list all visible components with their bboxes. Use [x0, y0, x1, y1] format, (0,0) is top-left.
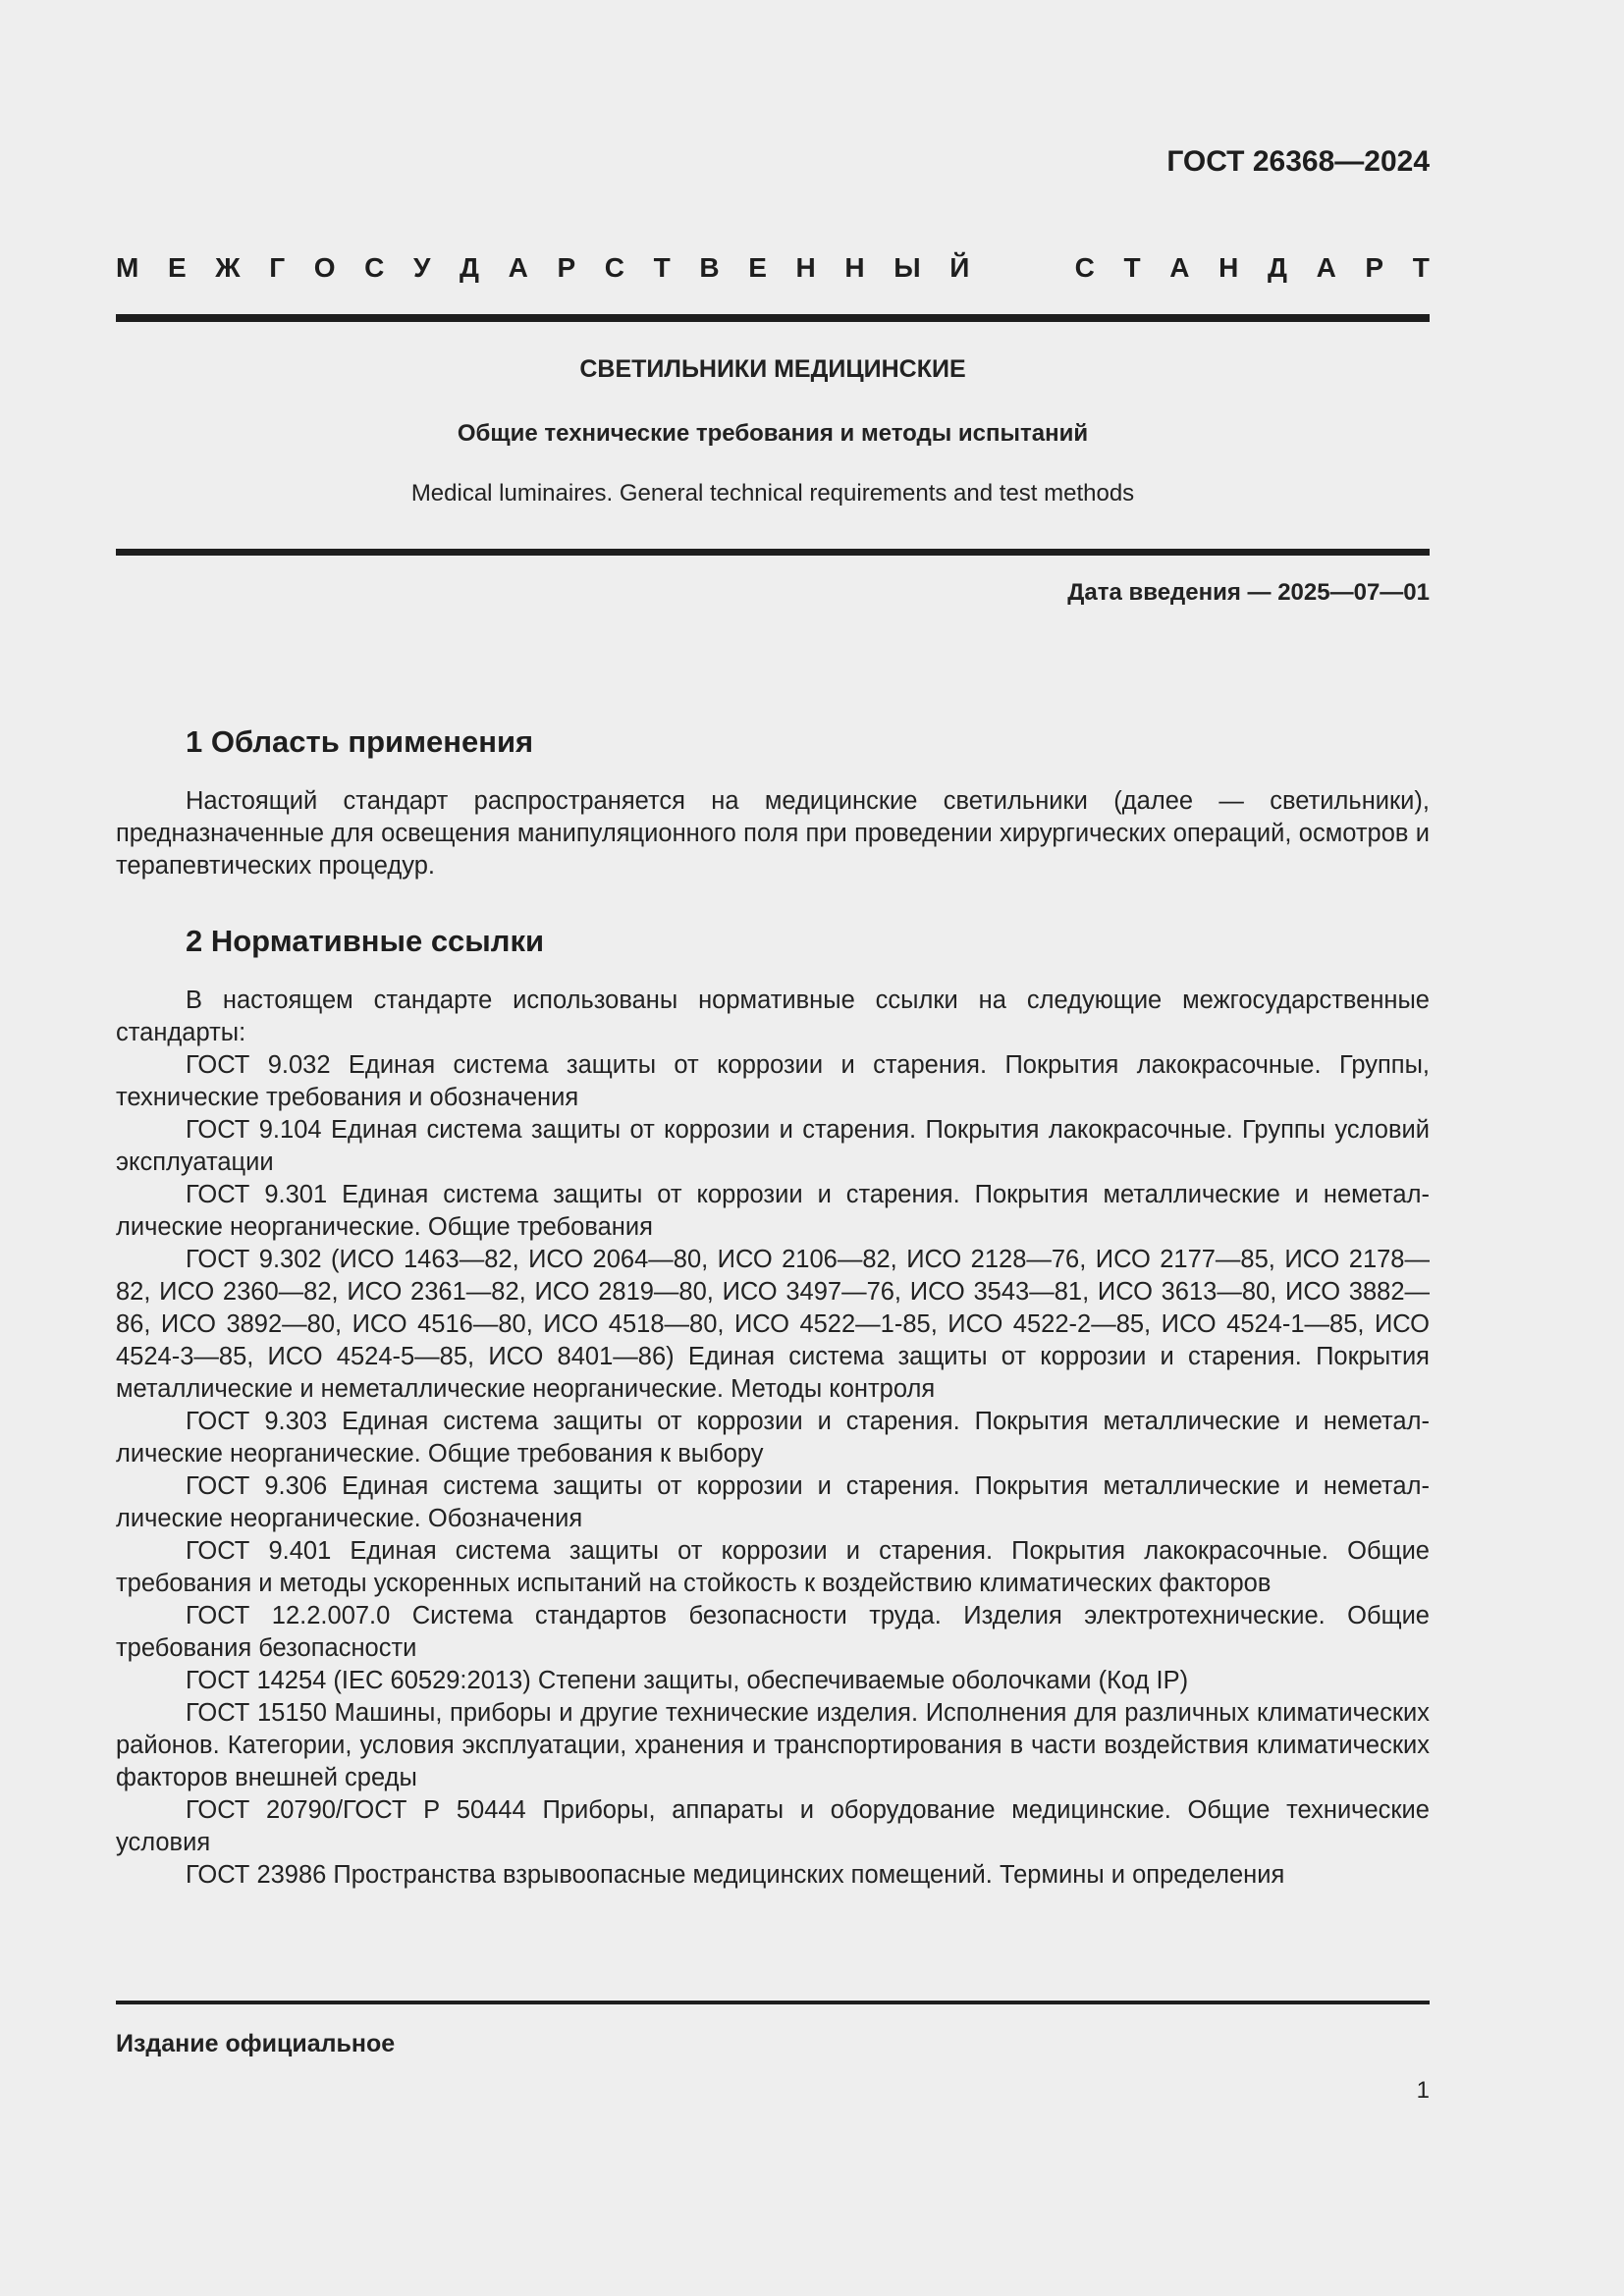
reference-item: ГОСТ 14254 (IEC 60529:2013) Степени защиты, обеспечиваемые оболочками (Код IP): [186, 1667, 1189, 1694]
scope-paragraph: [116, 785, 1430, 882]
heading-letter: А: [508, 252, 528, 283]
heading-letter: Н: [795, 252, 816, 283]
heading-letter: Н: [1218, 252, 1239, 283]
heading-letter: М: [116, 252, 139, 283]
document-title-english: Medical luminaires. General technical requirements and test methods: [410, 480, 1135, 507]
standard-type-heading: [116, 252, 1430, 284]
heading-letter: Ж: [215, 252, 241, 283]
heading-letter: Д: [460, 252, 479, 283]
heading-letter: Е: [748, 252, 767, 283]
section-heading-references: 2 Нормативные ссылки: [186, 924, 545, 958]
reference-item: ГОСТ 15150 Машины, приборы и другие технические изделия. Исполнения для различных климатических районов. Категории, условия эксплуатации, хранения и транспортирования в части воздействия климатических факторов внешней среды: [116, 1699, 1430, 1791]
reference-item: ГОСТ 9.104 Единая система защиты от коррозии и старения. Покрытия лакокрасочные. Группы условий эксплуатации: [116, 1116, 1430, 1176]
reference-item: ГОСТ 9.032 Единая система защиты от коррозии и старения. Покрытия лакокрасочные. Группы, технические требования и обозначения: [116, 1051, 1430, 1111]
heading-letter: Н: [844, 252, 865, 283]
references-block: [116, 985, 1430, 1892]
document-subtitle: Общие технические требования и методы испытаний: [457, 420, 1089, 447]
heading-letter: А: [1169, 252, 1190, 283]
reference-item: ГОСТ 9.306 Единая система защиты от коррозии и старения. Покрытия металлические и неметаллические неорганические. Обозначения: [116, 1472, 1430, 1532]
heading-letter: С: [364, 252, 385, 283]
heading-letter: Р: [557, 252, 576, 283]
letter-gap: [999, 252, 1046, 284]
section-heading-scope: 1 Область применения: [186, 724, 534, 759]
title-divider: [116, 549, 1430, 556]
reference-item: ГОСТ 9.303 Единая система защиты от коррозии и старения. Покрытия металлические и неметаллические неорганические. Общие требования к выбору: [116, 1408, 1430, 1468]
heading-letter: С: [1074, 252, 1095, 283]
heading-letter: В: [699, 252, 720, 283]
document-title: СВЕТИЛЬНИКИ МЕДИЦИНСКИЕ: [579, 355, 966, 383]
heading-letter: Е: [167, 252, 187, 283]
introduction-date: Дата введения — 2025—07—01: [1067, 579, 1430, 606]
heading-letter: У: [412, 252, 431, 283]
footer-divider: [116, 2001, 1430, 2004]
heading-letter: О: [313, 252, 336, 283]
heading-letter: Т: [1412, 252, 1430, 283]
page-number: 1: [1416, 2077, 1430, 2104]
reference-item: ГОСТ 23986 Пространства взрывоопасные медицинских помещений. Термины и определения: [186, 1861, 1285, 1889]
heading-letter: Й: [949, 252, 970, 283]
heading-letter: С: [604, 252, 624, 283]
heading-letter: Д: [1267, 252, 1287, 283]
heading-letter: Т: [653, 252, 671, 283]
reference-item: ГОСТ 9.301 Единая система защиты от коррозии и старения. Покрытия металлические и неметаллические неорганические. Общие требования: [116, 1181, 1430, 1241]
reference-item: ГОСТ 12.2.007.0 Система стандартов безопасности труда. Изделия электротехнические. Общие требования безопасности: [116, 1602, 1430, 1662]
heading-letter: Ы: [893, 252, 921, 283]
heading-letter: А: [1316, 252, 1336, 283]
heading-letter: Т: [1123, 252, 1141, 283]
reference-item: ГОСТ 9.401 Единая система защиты от коррозии и старения. Покрытия лакокрасочные. Общие требования и методы ускоренных испытаний на стойкость к воздействию климатических факторов: [116, 1537, 1430, 1597]
references-intro: В настоящем стандарте использованы нормативные ссылки на следующие межгосударственные стандарты:: [116, 987, 1430, 1046]
heading-letter: Р: [1365, 252, 1384, 283]
scope-text: Настоящий стандарт распространяется на медицинские светильники (далее — светильники), предназначенные для освещения манипуляционного поля при проведении хирургических операций, осмотров и терапевтических процедур.: [116, 787, 1430, 880]
reference-item: ГОСТ 9.302 (ИСО 1463—82, ИСО 2064—80, ИСО 2106—82, ИСО 2128—76, ИСО 2177—85, ИСО 2178—82, ИСО 2360—82, ИСО 2361—82, ИСО 2819—80, ИСО 3497—76, ИСО 3543—81, ИСО 3613—80, ИСО 3882—86, ИСО 3892—80, ИСО 4516—80, ИСО 4518—80, ИСО 4522—1-85, ИСО 4522-2—85, ИСО 4524-1—85, ИСО 4524-3—85, ИСО 4524-5—85, ИСО 8401—86) Единая система защиты от коррозии и старения. Покрытия металлические и неметаллические неорганические. Методы контроля: [116, 1246, 1430, 1403]
reference-item: ГОСТ 20790/ГОСТ Р 50444 Приборы, аппараты и оборудование медицинские. Общие технические условия: [116, 1796, 1430, 1856]
official-edition-label: Издание официальное: [116, 2030, 396, 2057]
heading-letter: Г: [269, 252, 286, 283]
standard-number: ГОСТ 26368—2024: [1166, 145, 1430, 178]
top-divider: [116, 314, 1430, 322]
